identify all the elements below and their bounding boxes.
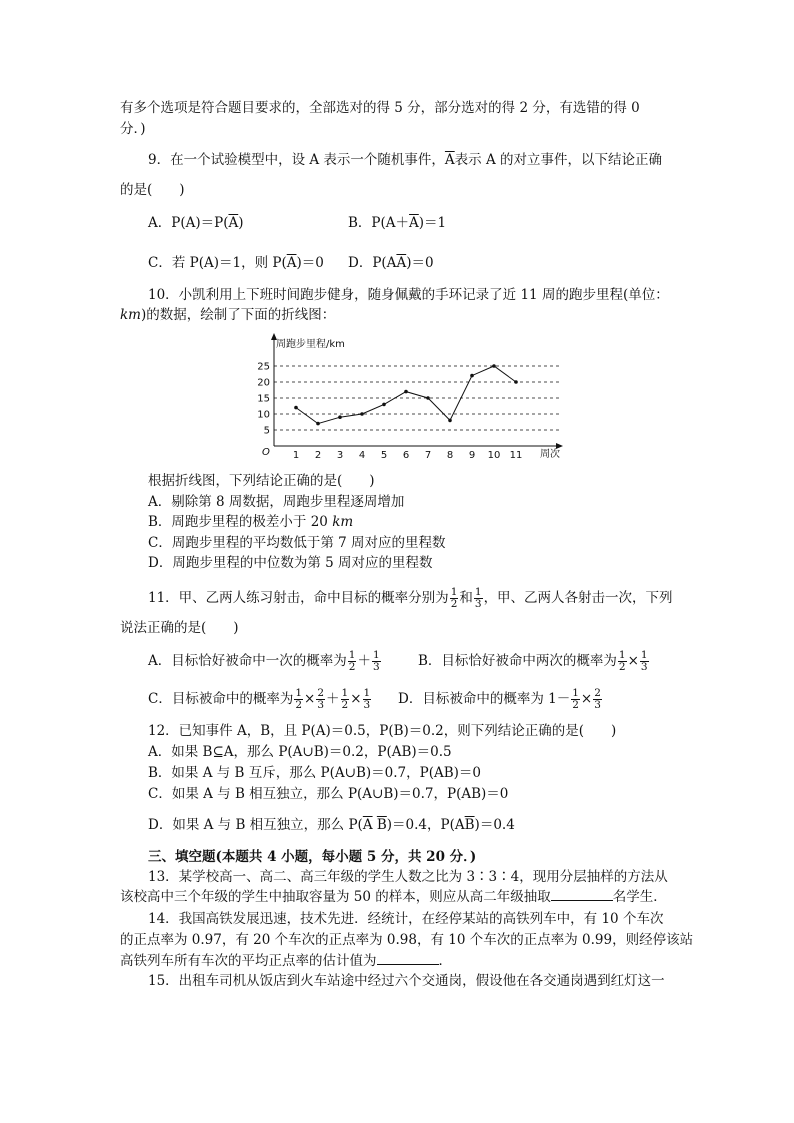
origin-label: O	[262, 447, 270, 458]
fraction-one-half: $\frac{1}{2}$	[450, 586, 458, 610]
q10-option-b: B．周跑步里程的极差小于 20 km	[148, 514, 354, 530]
y-tick-label: 15	[257, 393, 270, 405]
data-point-week-11	[514, 380, 518, 384]
q12-stem: 12．已知事件 A，B，且 P(A)＝0.5，P(B)＝0.2，则下列结论正确的是( )	[148, 723, 617, 739]
q12-option-c: C．如果 A 与 B 相互独立，那么 P(A∪B)＝0.7，P(AB)＝0	[148, 786, 509, 802]
data-point-week-2	[316, 422, 320, 426]
data-point-week-10	[492, 364, 496, 368]
q11-stem-line-2: 说法正确的是( )	[120, 620, 239, 636]
data-point-week-8	[448, 419, 452, 423]
x-tick-label: 5	[380, 450, 388, 460]
x-tick-label: 7	[424, 450, 432, 460]
weekly-running-line-chart	[240, 330, 570, 460]
q9-option-b: B．$P(A+\overline{A})=1$	[348, 215, 447, 231]
q13-line-2: 该校高中三个年级的学生中抽取容量为 50 的样本，则应从高二年级抽取 名学生．	[120, 889, 667, 905]
q14-answer-blank	[377, 951, 439, 965]
q10-option-a: A．剔除第 8 周数据，周跑步里程逐周增加	[148, 494, 405, 510]
q9-stem-line-2: 的是( )	[120, 182, 185, 198]
data-point-week-3	[338, 415, 342, 419]
q11-option-c: C．目标被命中的概率为 $\frac{1}{2}$ × $\frac{2}{3}$ ＋ $\frac{1}{2}$ × $\frac{1}{3}$	[148, 687, 371, 711]
q12-option-b: B．如果 A 与 B 互斥，那么 P(A∪B)＝0.7，P(AB)＝0	[148, 765, 481, 781]
q13-line-1: 13．某学校高一、高二、高三年级的学生人数之比为 3∶3∶4，现用分层抽样的方法从	[148, 869, 668, 885]
q9-option-c: C．若 P(A)＝1，则 $P(\overline{A})=0$	[148, 255, 324, 271]
data-point-week-5	[382, 403, 386, 407]
q10-question: 根据折线图，下列结论正确的是( )	[148, 473, 375, 489]
x-tick-label: 11	[509, 450, 523, 460]
x-tick-label: 3	[336, 450, 344, 460]
section-3-heading: 三、填空题(本题共 4 小题，每小题 5 分，共 20 分．)	[148, 849, 477, 865]
q12-option-d: D．如果 A 与 B 相互独立，那么 $P(\overline{A}$ $\overline{B})=0.4$，$P(A\overline{B})=0.4$	[148, 817, 515, 833]
q14-line-1: 14．我国高铁发展迅速，技术先进．经统计，在经停某站的高铁列车中，有 10 个车次	[148, 911, 664, 927]
y-tick-label: 25	[257, 361, 270, 373]
y-tick-label: 20	[257, 377, 270, 389]
q10-stem-line-1: 10．小凯利用上下班时间跑步健身，随身佩戴的手环记录了近 11 周的跑步里程(单位：	[148, 287, 669, 303]
x-tick-label: 2	[314, 450, 322, 460]
x-tick-label: 6	[402, 450, 410, 460]
q14-line-3: 高铁列车所有车次的平均正点率的估计值为 ．	[120, 953, 452, 969]
x-tick-label: 4	[358, 450, 366, 460]
q10-stem-line-2: km)的数据，绘制了下面的折线图：	[120, 307, 336, 323]
q11-option-b: B．目标恰好被命中两次的概率为 $\frac{1}{2}$ × $\frac{1}{3}$	[418, 649, 648, 673]
x-tick-label: 1	[292, 450, 300, 460]
data-point-week-6	[404, 390, 408, 394]
y-tick-label: 10	[257, 409, 270, 421]
q11-stem-line-1: 11．甲、乙两人练习射击，命中目标的概率分别为 $\frac{1}{2}$ 和 $\frac{1}{3}$ ，甲、乙两人各射击一次，下列	[148, 586, 673, 610]
q15-line-1: 15．出租车司机从饭店到火车站途中经过六个交通岗，假设他在各交通岗遇到红灯这一	[148, 973, 665, 989]
q12-option-a: A．如果 B⊆A，那么 P(A∪B)＝0.2，P(AB)＝0.5	[148, 744, 452, 760]
x-tick-label: 9	[468, 450, 476, 460]
x-axis-label: 周次	[540, 449, 560, 460]
x-tick-label: 10	[487, 450, 501, 460]
q9-option-d: D．$P(A\overline{A})=0$	[348, 255, 434, 271]
intro-line-2: 分．)	[120, 121, 146, 137]
y-axis-label: 周跑步里程/km	[276, 339, 345, 350]
series-line	[296, 366, 516, 424]
fraction-one-third: $\frac{1}{3}$	[474, 586, 482, 610]
data-point-week-9	[470, 374, 474, 378]
data-point-week-1	[294, 406, 298, 410]
y-tick-label: 5	[263, 425, 270, 437]
q13-answer-blank	[551, 887, 613, 901]
q9-option-a: A．$P(A)=P(\overline{A})$	[148, 215, 244, 231]
q10-option-c: C．周跑步里程的平均数低于第 7 周对应的里程数	[148, 535, 446, 551]
q11-option-a: A．目标恰好被命中一次的概率为 $\frac{1}{2}$ ＋ $\frac{1}{3}$	[148, 649, 380, 673]
q9-stem-line-1: 9．在一个试验模型中，设 A 表示一个随机事件，$\overline{A}$表示 A 的对立事件，以下结论正确	[148, 152, 663, 168]
q10-option-d: D．周跑步里程的中位数为第 5 周对应的里程数	[148, 555, 433, 571]
data-point-week-4	[360, 412, 364, 416]
q11-option-d: D．目标被命中的概率为 1－ $\frac{1}{2}$ × $\frac{2}{3}$	[398, 687, 601, 711]
x-tick-label: 8	[446, 450, 454, 460]
data-point-week-7	[426, 396, 430, 400]
q14-line-2: 的正点率为 0.97，有 20 个车次的正点率为 0.98，有 10 个车次的正点率为 0.99，则经停该站	[120, 932, 694, 948]
intro-line-1: 有多个选项是符合题目要求的，全部选对的得 5 分，部分选对的得 2 分，有选错的得 0	[120, 100, 640, 116]
